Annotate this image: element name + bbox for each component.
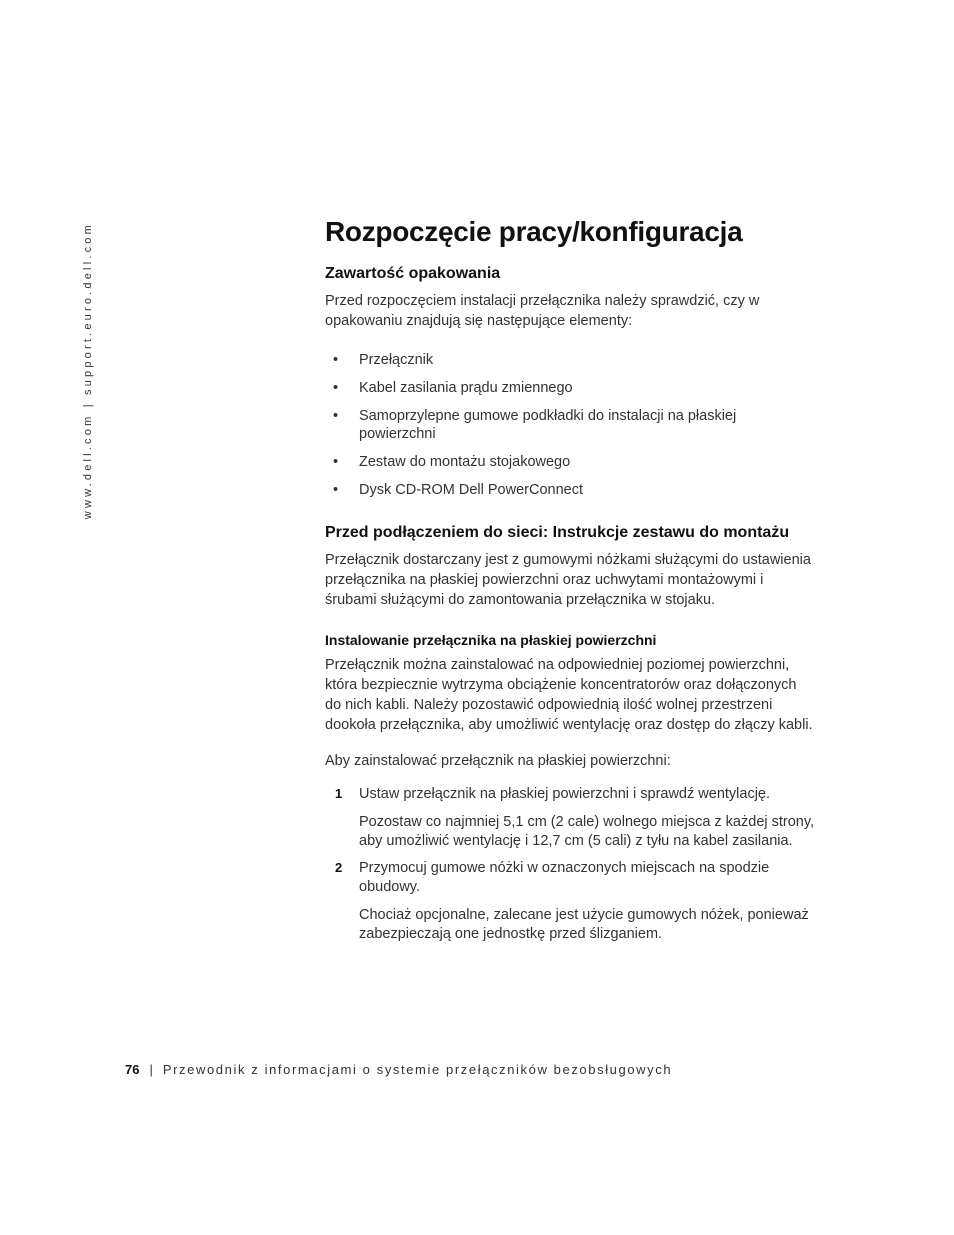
list-item: • Kabel zasilania prądu zmiennego xyxy=(325,379,815,397)
section-heading-package-contents: Zawartość opakowania xyxy=(325,265,501,282)
section-body: Przełącznik dostarczany jest z gumowymi nóżkami służącymi do ustawienia przełącznika na płaskiej powierzchni oraz uchwytami montażowymi i śrubami służącymi do zamontowania przełącznika w stojaku. xyxy=(325,552,811,608)
step-note: Chociaż opcjonalne, zalecane jest użycie gumowych nóżek, ponieważ zabezpieczają one jednostkę przed ślizganiem. xyxy=(359,907,809,942)
section-heading-before-connecting: Przed podłączeniem do sieci: Instrukcje zestawu do montażu xyxy=(325,524,790,541)
step-item xyxy=(325,785,815,851)
step-text: Przymocuj gumowe nóżki w oznaczonych miejscach na spodzie obudowy. xyxy=(359,860,770,895)
sidebar-url: www.dell.com | support.euro.dell.com xyxy=(82,222,94,520)
subsection-heading-flat-surface: Instalowanie przełącznika na płaskiej powierzchni xyxy=(325,632,657,648)
step-number: 1 xyxy=(335,786,343,801)
list-item: • Dysk CD-ROM Dell PowerConnect xyxy=(325,481,815,499)
page-footer xyxy=(125,1062,672,1077)
list-item: • Zestaw do montażu stojakowego xyxy=(325,453,815,471)
footer-title: Przewodnik z informacjami o systemie przełączników bezobsługowych xyxy=(162,1062,673,1077)
step-text: Ustaw przełącznik na płaskiej powierzchni i sprawdź wentylację. xyxy=(359,786,771,802)
page-number: 76 xyxy=(125,1062,140,1077)
footer-separator: | xyxy=(149,1062,153,1077)
step-note: Pozostaw co najmniej 5,1 cm (2 cale) wolnego miejsca z każdej strony, aby umożliwić wentylację i 12,7 cm (5 cali) z tyłu na kabel zasilania. xyxy=(359,814,815,849)
package-items-list xyxy=(325,351,815,499)
list-item: • Przełącznik xyxy=(325,351,815,369)
step-item xyxy=(325,859,815,944)
list-item: • Samoprzylepne gumowe podkładki do instalacji na płaskiej powierzchni xyxy=(325,407,815,443)
section-body: Przełącznik można zainstalować na odpowiedniej poziomej powierzchni, która bezpiecznie wytrzyma obciążenie koncentratorów oraz dołączonych do nich kabli. Należy pozostawić odpowiednią ilość wolnej przestrzeni dookoła przełącznika, aby umożliwić wentylację oraz dostęp do złączy kabli. xyxy=(325,657,813,733)
page-content xyxy=(325,216,815,952)
page-title: Rozpoczęcie pracy/konfiguracja xyxy=(325,216,743,247)
section-body: Aby zainstalować przełącznik na płaskiej powierzchni: xyxy=(325,753,671,769)
step-number: 2 xyxy=(335,860,343,875)
section-intro: Przed rozpoczęciem instalacji przełącznika należy sprawdzić, czy w opakowaniu znajdują się następujące elementy: xyxy=(325,293,760,329)
install-steps-list xyxy=(325,785,815,944)
